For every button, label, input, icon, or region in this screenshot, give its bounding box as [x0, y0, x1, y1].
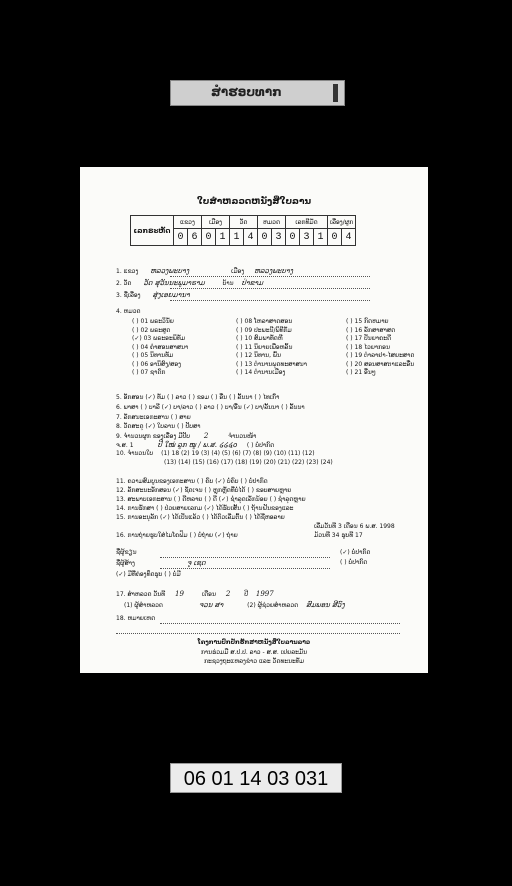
- creator-not-shown[interactable]: ( ) ບໍ່ປາກົດ: [340, 559, 368, 566]
- village-value: ປ່າຂາມ: [241, 279, 264, 287]
- surveyor-row: [124, 601, 345, 609]
- dotted-line: [116, 633, 400, 634]
- assistant-signature: ສົມພອນ ສີວົງ: [306, 601, 345, 609]
- category-option[interactable]: ( ) 01 ພຣະວິນັຍ: [132, 318, 174, 325]
- surveyor-label: (1) ຜູ້ສຳຫລວດ: [124, 602, 163, 609]
- category-option[interactable]: ( ) 15 ກົດຫມາຍ: [346, 318, 389, 325]
- category-column-3: [346, 318, 414, 378]
- code-digit: 0: [328, 229, 342, 246]
- category-option[interactable]: ( ) 05 ນິທານທັມ: [132, 352, 174, 359]
- category-option[interactable]: ( ) 04 ຄຳສອນສາສນາ: [132, 343, 189, 351]
- category-option[interactable]: ( ) 19 ຕຳລາຢາ-ໄສຍະສາດ: [346, 352, 415, 359]
- row-province: [116, 267, 293, 275]
- temple-label: 2. ວັດ: [116, 280, 132, 287]
- completeness-row[interactable]: 11. ຄວາມສົມບູນຂອງເອກະສານ ( ) ຄົບ (✓) ບໍ່ຄົບ ( ) ບໍ່ປາກົດ: [116, 478, 268, 485]
- survey-month: 2: [225, 590, 231, 598]
- code-table: [130, 215, 356, 246]
- code-digit: 0: [258, 229, 272, 246]
- dotted-line: [160, 557, 330, 558]
- creator-row: [116, 559, 206, 567]
- category-option[interactable]: ( ) 17 ປັນຍາຄະດີ: [346, 335, 392, 342]
- category-label: 4. ຫມວດ: [116, 308, 141, 315]
- microfilm-header-label: [170, 80, 345, 106]
- preservation-row[interactable]: 14. ການຮັກສາ ( ) ປ່ວຍສາຍເລກມ (✓) ໄດ້ຮັບເສັ້ນ ( ) ຖ້ານຝັນຂອງແລະ: [116, 505, 294, 512]
- material-row[interactable]: 8. ວັດສະດຸ (✓) ໃບລານ ( ) ປັບສາ: [116, 423, 201, 430]
- footer-project: ໂຄງການປົກປັກຮັກສາຫນັງສືໃບລານລາວ: [197, 639, 311, 646]
- conservation-date: ເລີ່ມວັນທີ 3 ເດືອນ 6 ພ.ສ. 1998: [314, 523, 395, 530]
- header-label-mark: [333, 84, 338, 102]
- form-footer-strip: [80, 647, 428, 673]
- leaf-count-label: 10. ຈຳນວນໃບ: [116, 450, 154, 457]
- code-digit: 1: [216, 229, 230, 246]
- row-title: [116, 291, 190, 299]
- conservation-options[interactable]: 15. ການອະນຸລັກ (✓) ໄດ້ເປັນແລ້ວ ( ) ໄດ້ຕົວເລີ່ມຕົ້ນ ( ) ໄດ້ຊີ່ຫອລາຍ: [116, 514, 285, 521]
- condition-row[interactable]: 13. ສະພາບເອກະສານ ( ) ດີຫລາຍ ( ) ດີ (✓) ຊຳລຸດເລັກນ້ອຍ ( ) ຊຳລຸດຫຼາຍ: [116, 496, 306, 503]
- category-column-2: [236, 318, 307, 378]
- category-option[interactable]: ( ) 20 ສອນສາສຕາແລະອື່ນ: [346, 360, 415, 368]
- code-header-province: ແຂວງ: [174, 216, 202, 229]
- category-option[interactable]: ( ) 10 ສົມພາທັດຫີ: [236, 335, 283, 342]
- era-value: ປີ ໃໝ່ ລູກ ໝູ / ພ.ສ. ໒໒໔໐: [157, 441, 237, 449]
- dotted-line: [170, 288, 370, 289]
- document-type-row[interactable]: 7. ລັກສນະເອກະສານ ( ) ສາຍ: [116, 414, 191, 421]
- bundle-count-row: [116, 432, 256, 440]
- survey-form-page: [80, 167, 428, 647]
- code-header-category: ຫມວດ: [258, 216, 286, 229]
- province-label: 1. ແຂວງ: [116, 268, 139, 275]
- category-option[interactable]: ( ) 18 ໄວຍາກອນ: [346, 343, 390, 351]
- code-header-fascicle: ເລື່ອງ/ຜູກ: [328, 216, 356, 229]
- code-digit: 6: [188, 229, 202, 246]
- category-option[interactable]: ( ) 06 ອານິສົງ/ສອງ: [132, 360, 182, 368]
- row-temple: [116, 279, 263, 287]
- remarks-label: 18. ຫມາຍເຫດ: [116, 615, 156, 622]
- form-title: ໃບສຳຫລວດຫນັງສືໃບລານ: [196, 197, 312, 207]
- creator-value: ຈູ ເຊດ: [186, 559, 206, 567]
- surveyor-signature: ຈວນ ສາ: [198, 601, 224, 609]
- category-option[interactable]: (✓) 03 ພຣະອະພິທັມ: [132, 335, 186, 342]
- code-label: ເລກຣະຫັດ: [131, 216, 174, 246]
- bundle-count-value: 2: [203, 432, 209, 440]
- category-option[interactable]: ( ) 21 ອື່ນໆ: [346, 369, 376, 376]
- microfilm-row[interactable]: 16. ການຖ່າຍຮູບໃສ່ໄມໂຄຟິມ ( ) ບໍ່ຖ່າຍ (✓) ຖ່າຍ: [116, 532, 238, 539]
- footer-cooperation: ການຮ່ວມມື ສ.ປ.ປ. ລາວ - ສ.ສ. ເຢຍລະມັນ: [200, 649, 308, 656]
- survey-date-row: [116, 590, 274, 598]
- creator-label: ຊື່ຜູ້ສ້າງ: [116, 560, 135, 567]
- category-option[interactable]: ( ) 14 ຕຳນານເມືອງ: [236, 369, 286, 376]
- code-digit: 3: [300, 229, 314, 246]
- code-header-bundle: ເລກທີມັດ: [286, 216, 328, 229]
- code-digit: 4: [342, 229, 356, 246]
- survey-year: 1997: [255, 590, 274, 598]
- era-not-shown[interactable]: ( ) ບໍ່ປາກົດ: [246, 442, 275, 449]
- dotted-line: [170, 300, 370, 301]
- survey-month-label: ເດືອນ: [201, 591, 216, 598]
- survey-day: 19: [175, 590, 184, 598]
- author-label: ຊື່ຜູ້ຂຽນ: [116, 549, 137, 556]
- district-value: ຫລວງພະບາງ: [254, 267, 293, 275]
- category-option[interactable]: ( ) 12 ນິທານ, ພົ້ນ: [236, 352, 281, 359]
- page-count-label: ຈຳນວນໜ້າ: [228, 433, 257, 440]
- category-option[interactable]: ( ) 07 ຊາດົກ: [132, 369, 166, 376]
- category-option[interactable]: ( ) 16 ລັກສາສາສດ: [346, 326, 396, 334]
- author-not-shown[interactable]: (✓) ບໍ່ປາກົດ: [340, 549, 371, 556]
- date-row: [116, 441, 274, 449]
- category-option[interactable]: ( ) 02 ພຣະສູດ: [132, 326, 171, 334]
- language-row[interactable]: 6. ພາສາ ( ) ບາລີ (✓) ບາ/ລາວ ( ) ລາວ ( ) ບາ/ອື່ນ (✓) ບາ/ລັ້ນນາ ( ) ລັ້ນນາ: [116, 404, 305, 411]
- category-option[interactable]: ( ) 13 ຕຳນານພຸດທະສາສນາ: [236, 360, 307, 368]
- dotted-line: [160, 623, 400, 624]
- author-row: [116, 549, 137, 556]
- survey-date-label: 17. ສຳຫລວດ ວັນທີ: [116, 591, 166, 598]
- footer-ministry: ກະຊວງຖະແຫລງຂ່າວ ແລະ ວັດທະນະທັມ: [204, 658, 304, 665]
- province-value: ຫລວງພະບາງ: [150, 267, 190, 275]
- category-option[interactable]: ( ) 11 ນິຍາຍເພື່ອຫລິ້ນ: [236, 343, 293, 351]
- leaf-count-values-2: (13) (14) (15) (16) (17) (18) (19) (20) (21) (22) (23) (24): [164, 459, 333, 466]
- code-digit: 4: [244, 229, 258, 246]
- code-header-district: ເມືອງ: [202, 216, 230, 229]
- title-value: ສຸ່ງເອຍມານາ: [152, 291, 190, 299]
- category-column-1: [132, 318, 188, 378]
- code-header-temple: ວັດ: [230, 216, 258, 229]
- title-label: 3. ຊື່ເລື່ອງ: [116, 292, 141, 299]
- bundle-count-label: 9. ຈຳນວນຜູກ ຂອງເລື່ອງ ມີປັບ: [116, 433, 190, 440]
- assistant-label: (2) ຜູ້ຊ່ວຍສຳຫລວດ: [247, 602, 299, 609]
- header-label-text: ສຳຮອບທາກ: [211, 85, 282, 99]
- legibility-row[interactable]: 12. ລັກສະນະອັກສອນ (✓) ຊັດເຈນ ( ) ຫຼຸກຫຼັດທີ່ບໍ່ໄດ້ ( ) ຂອບສາຍຫຼາຍ: [116, 487, 292, 494]
- script-row[interactable]: 5. ອັກສອນ (✓) ທັມ ( ) ລາວ ( ) ຂອມ ( ) ອື່ນ ( ) ລັ້ນນາ ( ) ໄທເກົ່າ: [116, 394, 280, 401]
- microfilm-reel: ມ້ວນທີ 34 ຮູບທີ 17: [314, 532, 363, 539]
- code-digit: 1: [314, 229, 328, 246]
- dotted-line: [170, 276, 370, 277]
- sponsor-row[interactable]: (✓) ມີທີ່ຄ່ອງທຶດຮູບ ( ) ບໍ່ມີ: [116, 571, 181, 578]
- code-digit: 0: [202, 229, 216, 246]
- code-digit: 1: [230, 229, 244, 246]
- category-option[interactable]: ( ) 09 ປະພະນີ/ພິທີກັມ: [236, 326, 292, 334]
- survey-year-label: ປີ: [244, 591, 248, 598]
- microfilm-code-label: 06 01 14 03 031 04: [170, 763, 342, 793]
- code-digit: 0: [286, 229, 300, 246]
- leaf-count-row: [116, 450, 315, 457]
- code-digit: 3: [272, 229, 286, 246]
- leaf-count-values: (1) 18 (2) 19 (3) (4) (5) (6) (7) (8) (9) (10) (11) (12): [161, 450, 315, 457]
- code-digit: 0: [174, 229, 188, 246]
- village-label: ບ້ານ: [222, 280, 234, 287]
- conservation-row: [116, 514, 285, 521]
- dotted-line: [160, 568, 330, 569]
- era-label: ຈ.ສ. 1: [116, 442, 134, 449]
- district-label: ເມືອງ: [231, 268, 245, 275]
- temple-value: ວັດ ສຸວັນນະພູມາຣາມ: [143, 279, 205, 287]
- category-option[interactable]: ( ) 08 ໂຫລາສາດສອນ: [236, 318, 293, 325]
